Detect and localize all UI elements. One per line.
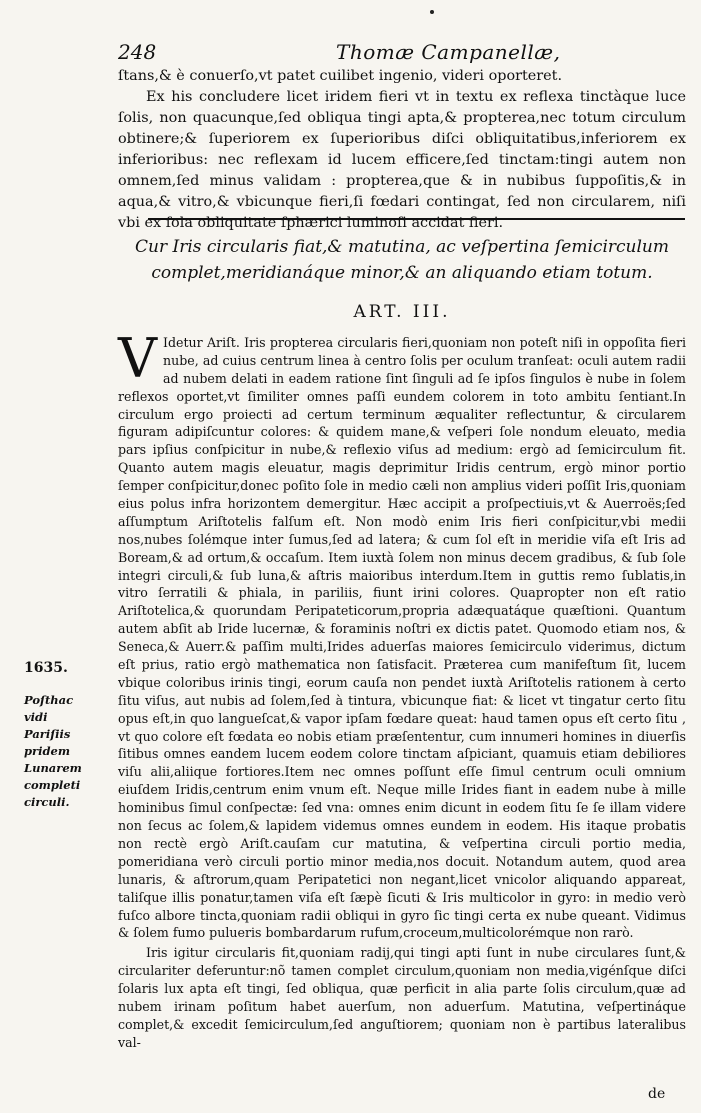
main-paragraph-1 [118, 327, 686, 942]
catchword: de [648, 1086, 666, 1102]
main-text-block [118, 327, 686, 1052]
ink-speck [430, 10, 434, 14]
main-paragraph-2: Iris igitur circularis fit,quoniam radij,qui tingi apti ſunt in nube circulares ſunt,& circulariter deferuntur:nõ tamen complet circulum,quoniam non media,vigénſque diſci ſolaris lux apta eſt tingi, ſed obliqua, quæ perficit in alia parte ſolis circulum,quæ ad nubem irinam poſitum habet auerſum, non aduerſum. Matutina, veſpertináque complet,& excedit ſemicirculum,ſed anguſtiorem; quoniam non è partibus lateralibus val- [118, 945, 686, 1050]
margin-note: Poſthac vidi Pariſiis pridem Lunarem completi circuli. [24, 693, 82, 809]
margin-year: 1635. [24, 660, 68, 676]
top-text-block [118, 66, 686, 234]
drop-cap: V [118, 327, 157, 390]
top-paragraph-1: ſtans,& è conuerſo,vt patet cuilibet ingenio, videri oporteret. [118, 68, 563, 84]
running-head: Thomæ Campanellæ, [336, 40, 561, 64]
section-divider [148, 218, 685, 220]
page-number: 248 [118, 40, 157, 64]
chapter-title: Cur Iris circularis fiat,& matutina, ac veſpertina ſemicirculum complet,meridianáque minor,& an aliquando etiam totum. [135, 237, 669, 283]
article-heading: ART. III. [353, 302, 451, 322]
main-paragraph-1-text: Idetur Ariſt. Iris propterea circularis fieri,quoniam non poteſt niſi in oppoſita fieri nube, ad cuius centrum linea à centro ſolis per oculum tranſeat: oculi autem radii ad nubem delati in eadem ratione ſint ſinguli ad ſe ipſos ſingulos è nube in ſolem reflexos oportet,vt ſimiliter omnes paſſi eundem colorem in toto ambitu ſentiant.In circulum ergo proiecti ad certum terminum æqualiter reflectuntur, & circularem figuram adipiſcuntur colores: & quidem mane,& veſperi ſole nondum eleuato, media pars ipſius conſpicitur in nube,& reflexio viſus ad medium: ergò ad ſemicirculum fit. Quanto autem magis eleuatur, magis deprimitur Iridis centrum, ergò minor portio ſemper conſpicitur,donec poſito ſole in medio cæli non amplius videri poſſit Iris,quoniam eius polus infra horizontem demergitur. Hæc accipit a proſpectiuis,vt & Auerroës;ſed aſſumptum Ariſtotelis falſum eſt. Non modò enim Iris fieri conſpicitur,vbi medii nos,nubes ſolémque inter ſumus,ſed ad latera; & cum ſol eſt in meridie viſa eſt Iris ad Boream,& ad ortum,& occaſum. Item iuxtà ſolem non minus decem gradibus, & ſub ſole integri circuli,& ſub luna,& aſtris maioribus interdum.Item in guttis remo ſublatis,in vitro ſerratili & phiala, in pariliis, fiunt irini colores. Quapropter non eſt ratio Ariſtotelica,& quorundam Peripateticorum,propria adæquatáque quæſtioni. Quantum autem abſit ab Iride lucernæ, & foraminis noſtri ex dictis patet. Quomodo etiam nos, & Seneca,& Auerr.& paſſim multi,Irides aduerſas maiores ſemicirculo viderimus, dictum eſt prius, ratio ergò mathematica non ſatisfacit. Præterea cum manifeſtum ſit, lucem vbique coloribus irinis tingi, eorum cauſa non pendet iuxtà Ariſtotelis rationem à certo ſitu viſus, aut nubis ad ſolem,ſed à tintura, vbicunque fiat: & licet vt tingatur certo ſitu opus eſt,in quo langueſcat,& vapor ipſam fœdare queat: haud tamen opus eſt certo ſitu , vt quo colore eſt fœdata eo nobis etiam præſententur, cum innumeri homines in diuerſis ſitibus omnes eandem lucem eodem colore tinctam aſpiciant, quamuis etiam debiliores viſu alii,aliique fortiores.Item nec omnes poſſunt eſſe ſimul centrum oculi omnium eiuſdem Iridis,centrum enim vnum eſt. Neque mille Irides fiant in eadem nube à mille hominibus ſimul conſpectæ: ſed vna: omnes enim dicunt in eodem ſitu ſe ſe illam videre non ſecus ac ſolem,& lapidem videmus omnes eundem in eodem. His itaque probatis non rectè ergò Ariſt.cauſam cur matutina, & veſpertina circuli portio media, pomeridiana verò circuli portio minor media,nos docuit. Notandum autem, quod area lunaris, & aſtrorum,quam Peripatetici non negant,licet vnicolor aliquando appareat, taliſque illis ponatur,tamen viſa eſt ſæpè ſicuti & Iris multicolor in gyro: in medio verò fuſco albore tincta,quoniam radii obliqui in gyro ſic tingi certa ex nube queant. Vidimus & ſolem fumo pulueris bombardarum rufum,croceum,multicolorémque non rarò. [118, 335, 686, 941]
top-paragraph-2: Ex his concludere licet iridem fieri vt in textu ex reflexa tinctàque luce ſolis, non quacunque,ſed obliqua tingi apta,& propterea,nec totum circulum obtinere;& ſuperiorem ex ſuperioribus diſci obliquitatibus,inferiorem ex inferioribus: nec reflexam id lucem efficere,ſed tinctam:tingi autem non omnem,ſed minus validam : propterea,que & in nubibus ſuppoſitis,& in aqua,& vitro,& vbicunque fieri,ſi fœdari contingat, ſed non circularem, niſi vbi ex ſola obliquitate ſphærici luminoſi accidat fieri. [118, 89, 686, 231]
